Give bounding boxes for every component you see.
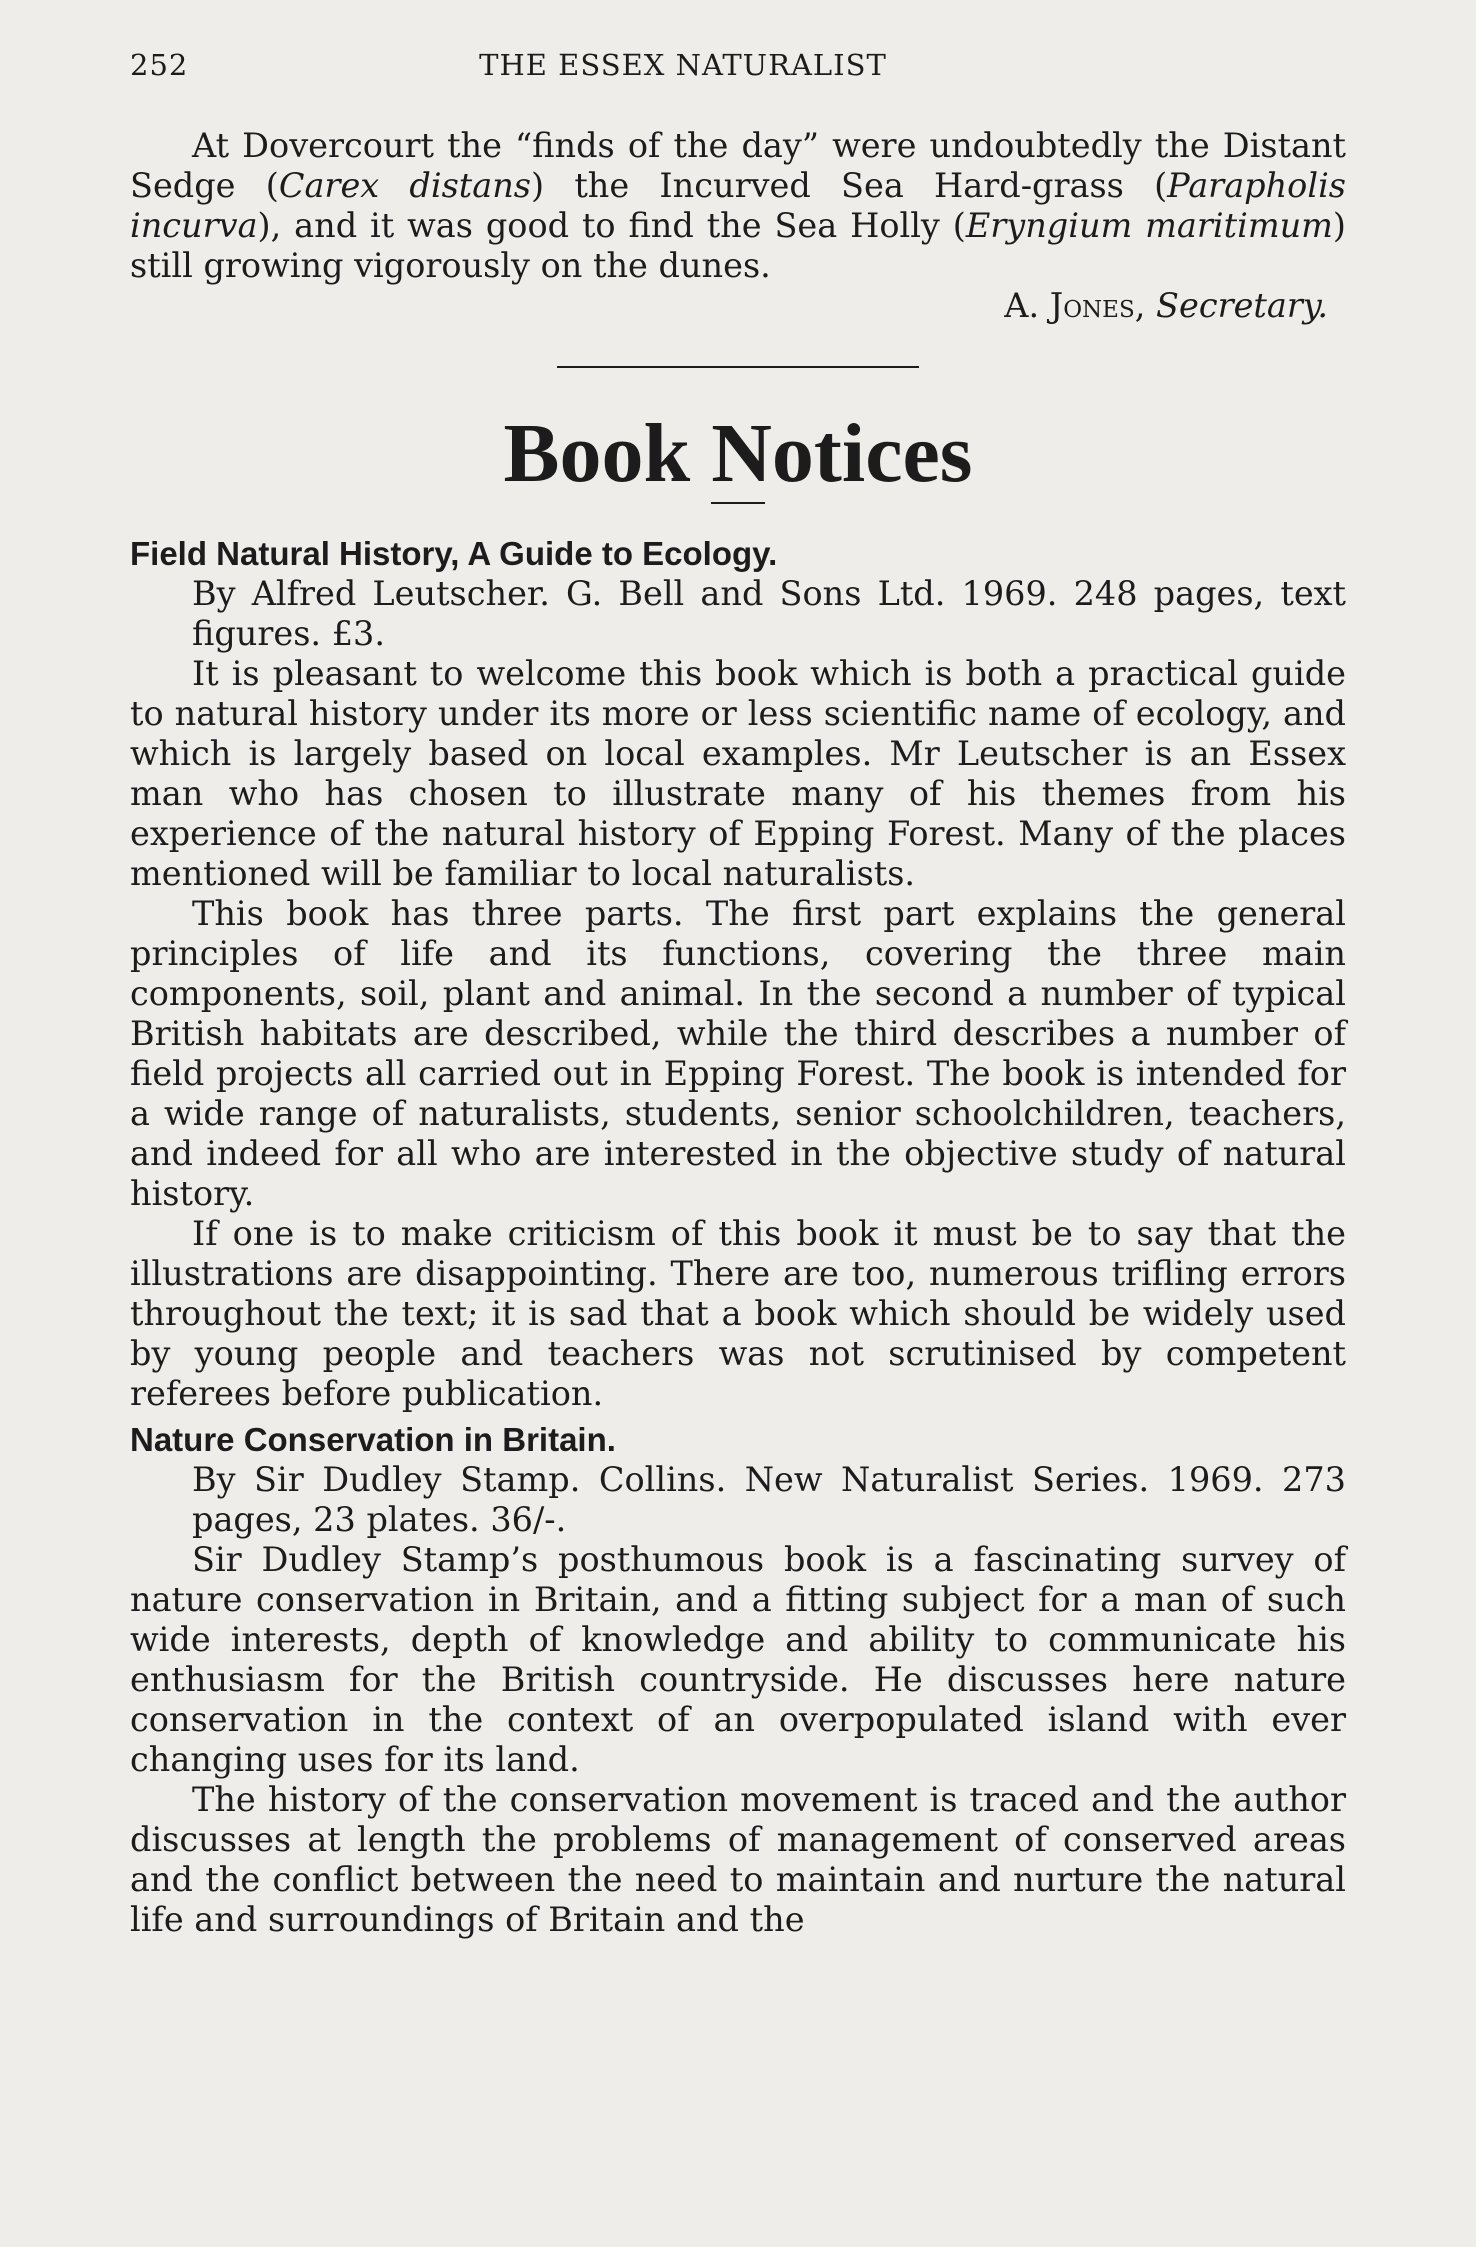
title-underline [711, 502, 765, 504]
review-bibliographic: By Sir Dudley Stamp. Collins. New Naturalist Series. 1969. 273 pages, 23 plates. 36/-. [192, 1460, 1346, 1539]
review-paragraph: If one is to make criticism of this book it must be to say that the illustrations are disappointing. There are too, numerous trifling errors throughout the text; it is sad that a book which should be widely used by young people and teachers was not scrutinised by competent referees before publication. [130, 1214, 1346, 1413]
page-number: 252 [130, 48, 189, 82]
report-text: At Dovercourt the “finds of the day” were undoubtedly the Distant Sedge ( [130, 126, 1346, 205]
review-bibliographic: By Alfred Leutscher. G. Bell and Sons Ltd. 1969. 248 pages, text figures. £3. [192, 574, 1346, 653]
report-text: ), and it was good to find the Sea Holly ( [257, 206, 966, 245]
review-paragraph: This book has three parts. The first part explains the general principles of life and its functions, covering the three main components, soil, plant and animal. In the second a number of typical British habitats are described, while the third describes a number of field projects all carried out in Epping Forest. The book is intended for a wide range of naturalists, students, senior schoolchildren, teachers, and indeed for all who are interested in the objective study of natural history. [130, 894, 1346, 1213]
species-name: Carex distans [278, 166, 531, 205]
report-text: ) the Incurved Sea Hard-grass ( [530, 166, 1168, 205]
species-name: Eryngium maritimum [965, 206, 1333, 245]
review-paragraph: Sir Dudley Stamp’s posthumous book is a fascinating survey of nature conservation in Britain, and a fitting subject for a man of such wide interests, depth of knowledge and ability to communicate his enthusiasm for the British countryside. He discusses here nature conservation in the context of an overpopulated island with ever changing uses for its land. [130, 1540, 1346, 1779]
species-name: Parapholis incurva [130, 166, 1346, 245]
running-title: THE ESSEX NATURALIST [479, 48, 887, 82]
report-text: ) still growing vigorously on the dunes. [130, 206, 1346, 285]
review-title: Field Natural History, A Guide to Ecology. [130, 535, 778, 572]
running-head [130, 48, 1346, 82]
section-divider [557, 366, 919, 368]
review-paragraph: The history of the conservation movement is traced and the author discusses at length the problems of management of conserved areas and the conflict between the need to maintain and nurture the natural life and surroundings of Britain and the [130, 1780, 1346, 1939]
review-title: Nature Conservation in Britain. [130, 1421, 616, 1458]
section-title: Book Notices [503, 407, 973, 500]
report-signature [130, 286, 1328, 326]
report-paragraph [130, 126, 1346, 286]
signature-role: Secretary. [1156, 286, 1328, 325]
review-paragraph: It is pleasant to welcome this book which is both a practical guide to natural history under its more or less scientific name of ecology, and which is largely based on local examples. Mr Leutscher is an Essex man who has chosen to illustrate many of his themes from his experience of the natural history of Epping Forest. Many of the places mentioned will be familiar to local naturalists. [130, 654, 1346, 893]
page-body [130, 126, 1346, 1940]
signature-name: A. Jones, [1004, 286, 1146, 325]
